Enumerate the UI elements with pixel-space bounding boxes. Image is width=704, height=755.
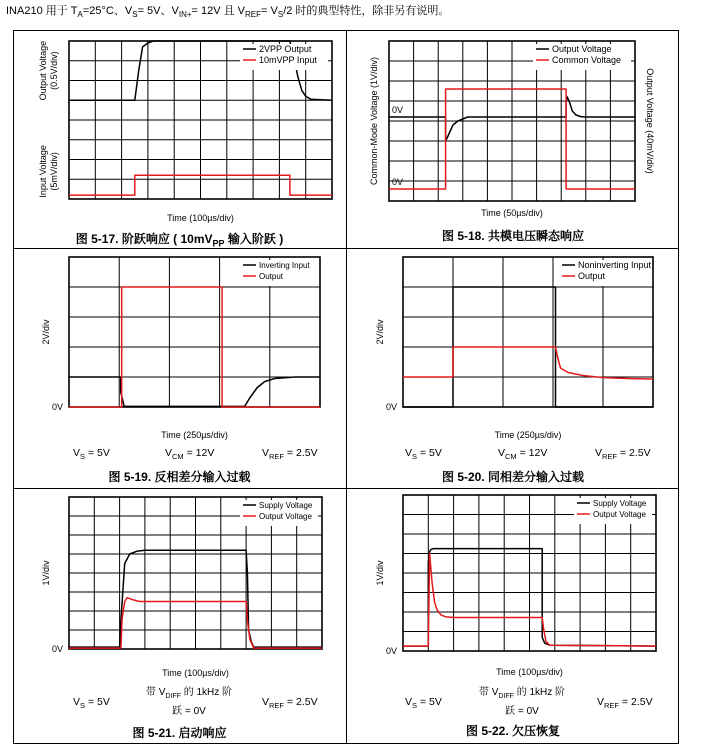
legend-label: Output Voltage bbox=[552, 44, 612, 54]
chart-fig19 bbox=[13, 249, 346, 439]
x-axis-label: Time (250µs/div) bbox=[161, 430, 228, 440]
caption-fig20: 图 5-20. 同相差分输入过载 bbox=[441, 470, 585, 484]
condition-vref-fig19: $V_{REF} = 2.5V$ bbox=[262, 447, 318, 462]
chart-fig20 bbox=[347, 249, 679, 439]
legend-label: 10mVPP Input bbox=[259, 55, 317, 65]
x-axis-label: Time (100µs/div) bbox=[496, 667, 563, 677]
legend-label: Output bbox=[578, 271, 606, 281]
condition-vcm-fig19: $V_{CM} = 12V$ bbox=[165, 447, 215, 462]
condition-vs-fig20: $V_S = 5V$ bbox=[405, 447, 442, 462]
caption-fig17: 图 5-17. 阶跃响应 ( $10mV_{PP}$ 输入阶跃 ) bbox=[75, 232, 284, 249]
y-axis-label: 2V/div bbox=[41, 319, 51, 345]
zero-label-output: 0V bbox=[392, 105, 404, 115]
y-axis-label-top-unit: (0.5V/div) bbox=[49, 51, 59, 90]
chart-fig18 bbox=[347, 30, 679, 248]
zero-label: 0V bbox=[385, 402, 397, 412]
series-line-red bbox=[403, 347, 653, 379]
x-axis-label: Time (100µs/div) bbox=[162, 668, 229, 678]
chart-fig22 bbox=[347, 489, 679, 681]
condition-vs-fig19: $V_S = 5V$ bbox=[73, 447, 110, 462]
condition-vref-fig20: $V_{REF} = 2.5V$ bbox=[595, 447, 651, 462]
legend-label: Inverting Input bbox=[259, 261, 310, 270]
condition-vcm-fig20: $V_{CM} = 12V$ bbox=[498, 447, 548, 462]
condition-vref-fig21: $V_{REF} = 2.5V$ bbox=[262, 696, 318, 711]
x-axis-label: Time (100µs/div) bbox=[167, 213, 234, 223]
legend-label: Supply Voltage bbox=[593, 499, 647, 508]
zero-label: 0V bbox=[51, 402, 63, 412]
legend-label: Output Voltage bbox=[593, 510, 646, 519]
x-axis-label: Time (50µs/div) bbox=[481, 208, 543, 218]
condition-vs-fig22: $V_S = 5V$ bbox=[405, 696, 442, 711]
legend-label: Output Voltage bbox=[259, 512, 312, 521]
legend-label: Output bbox=[259, 272, 284, 281]
chart-fig17 bbox=[13, 30, 346, 248]
series-line-black bbox=[69, 377, 320, 406]
y-axis-label-bottom: Input Voltage bbox=[38, 145, 48, 198]
condition-note-fig21: 带 $V_{DIFF}$ 的 1kHz 阶 跃 = 0V bbox=[145, 687, 233, 717]
y-axis-label: 1V/div bbox=[375, 560, 385, 586]
caption-fig18: 图 5-18. 共模电压瞬态响应 bbox=[441, 229, 585, 243]
x-axis-label: Time (250µs/div) bbox=[494, 430, 562, 440]
y-axis-label: 2V/div bbox=[375, 319, 385, 345]
condition-vs-fig21: $V_S = 5V$ bbox=[73, 696, 110, 711]
page-header: INA210 用于 $T_A=25^\circ C$、$V_S= 5V$、$V_{IN+}= 12V$ 且 $V_{REF}= V_S/2$ 时的典型特性，除非另有说明。 bbox=[6, 5, 450, 20]
caption-fig22: 图 5-22. 欠压恢复 bbox=[465, 724, 561, 738]
caption-fig21: 图 5-21. 启动响应 bbox=[132, 726, 227, 740]
condition-note-fig22: 带 $V_{DIFF}$ 的 1kHz 阶 跃 = 0V bbox=[478, 687, 566, 717]
y-axis-label-top: Output Voltage bbox=[38, 40, 48, 101]
y-axis-label-left: Common-Mode Voltage (1V/div) bbox=[369, 56, 379, 186]
y-axis-label-bottom-unit: (5mV/div) bbox=[49, 152, 59, 191]
legend-label: Common Voltage bbox=[552, 55, 622, 65]
chart-fig21 bbox=[13, 489, 346, 681]
legend-label: Noninverting Input bbox=[578, 260, 652, 270]
legend-label: Supply Voltage bbox=[259, 501, 313, 510]
zero-label-common: 0V bbox=[392, 177, 404, 187]
caption-fig19: 图 5-19. 反相差分输入过载 bbox=[108, 470, 251, 484]
y-axis-label: 1V/div bbox=[41, 560, 51, 586]
legend-label: 2VPP Output bbox=[259, 44, 312, 54]
zero-label: 0V bbox=[385, 646, 397, 656]
condition-vref-fig22: $V_{REF} = 2.5V$ bbox=[597, 696, 653, 711]
y-axis-label-right: Output Voltage (40mV/div) bbox=[645, 68, 655, 174]
zero-label: 0V bbox=[51, 644, 63, 654]
